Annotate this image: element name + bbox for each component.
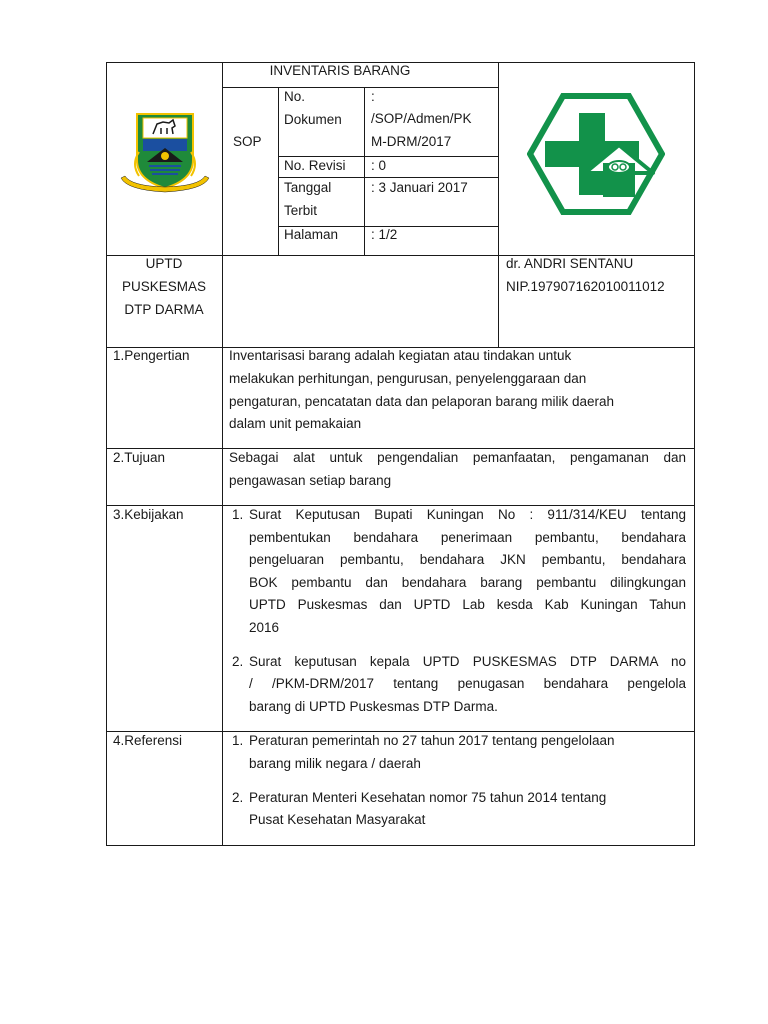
page-label: Halaman (284, 227, 339, 242)
grid-line (222, 62, 223, 846)
doc-no-value-2: M-DRM/2017 (371, 134, 452, 149)
grid-line (364, 87, 365, 255)
puskesmas-cross-icon (527, 93, 665, 215)
page-value: : 1/2 (371, 227, 398, 242)
sop-label: SOP (233, 134, 262, 149)
kebijakan-item-line: Surat Keputusan Bupati Kuningan No : 911/314/KEU tentang (249, 507, 686, 522)
doc-no-value-1: /SOP/Admen/PK (371, 111, 472, 126)
kebijakan-item-line: UPTD Puskesmas dan UPTD Lab kesda Kab Kuningan Tahun (249, 597, 686, 612)
grid-line (498, 62, 499, 348)
revision-value: : 0 (371, 158, 387, 173)
tujuan-line: Sebagai alat untuk pengendalian pemanfaatan, pengamanan dan (229, 450, 686, 465)
document-title: INVENTARIS BARANG (269, 63, 411, 78)
date-value: : 3 Januari 2017 (371, 180, 468, 195)
kebijakan-item-line: 2016 (249, 620, 280, 635)
section-label-tujuan: 2.Tujuan (113, 450, 166, 465)
section-label-referensi: 4.Referensi (113, 733, 183, 748)
org-line-2: PUSKESMAS (121, 279, 207, 294)
revision-label: No. Revisi (284, 158, 346, 173)
referensi-item-line: Peraturan Menteri Kesehatan nomor 75 tahun 2014 tentang (249, 790, 607, 805)
signatory-name: dr. ANDRI SENTANU (506, 256, 634, 271)
kebijakan-item-number: 1. (232, 507, 244, 522)
kebijakan-item-number: 2. (232, 654, 244, 669)
referensi-item-line: Pusat Kesehatan Masyarakat (249, 812, 426, 827)
grid-line (694, 62, 695, 846)
kebijakan-item-line: Surat keputusan kepala UPTD PUSKESMAS DTP DARMA no (249, 654, 686, 669)
pengertian-line: pengaturan, pencatatan data dan pelaporan barang milik daerah (229, 394, 615, 409)
kebijakan-item-line: barang di UPTD Puskesmas DTP Darma. (249, 699, 498, 714)
tujuan-line: pengawasan setiap barang (229, 473, 392, 488)
doc-no-label-text: No. Dokumen (284, 89, 342, 127)
date-label-2: Terbit (284, 203, 318, 218)
pengertian-line: dalam unit pemakaian (229, 416, 362, 431)
referensi-item-line: Peraturan pemerintah no 27 tahun 2017 tentang pengelolaan (249, 733, 615, 748)
referensi-item-line: barang milik negara / daerah (249, 756, 421, 771)
section-label-pengertian: 1.Pengertian (113, 348, 190, 363)
referensi-item-number: 1. (232, 733, 244, 748)
org-line-3: DTP DARMA (124, 302, 204, 317)
date-label-1: Tanggal (284, 180, 332, 195)
doc-no-colon: : (371, 89, 375, 104)
kebijakan-item-line: / /PKM-DRM/2017 tentang penugasan bendahara pengelola (249, 676, 686, 691)
referensi-item-number: 2. (232, 790, 244, 805)
grid-line (106, 62, 107, 846)
section-label-kebijakan: 3.Kebijakan (113, 507, 184, 522)
doc-no-label (284, 86, 362, 131)
pengertian-line: melakukan perhitungan, pengurusan, penyelenggaraan dan (229, 371, 587, 386)
regency-crest-icon (117, 108, 213, 196)
kebijakan-item-line: BOK pembantu dan bendahara barang pembantu dilingkungan (249, 575, 686, 590)
pengertian-line: Inventarisasi barang adalah kegiatan atau tindakan untuk (229, 348, 572, 363)
kebijakan-item-line: pembentukan bendahara penerimaan pembantu, bendahara (249, 530, 686, 545)
signatory-nip: NIP.197907162010011012 (506, 279, 665, 294)
kebijakan-item-line: pengeluaran pembantu, bendahara JKN pembantu, bendahara (249, 552, 686, 567)
org-line-1: UPTD (145, 256, 183, 271)
grid-line (106, 845, 694, 846)
grid-line (278, 87, 279, 255)
